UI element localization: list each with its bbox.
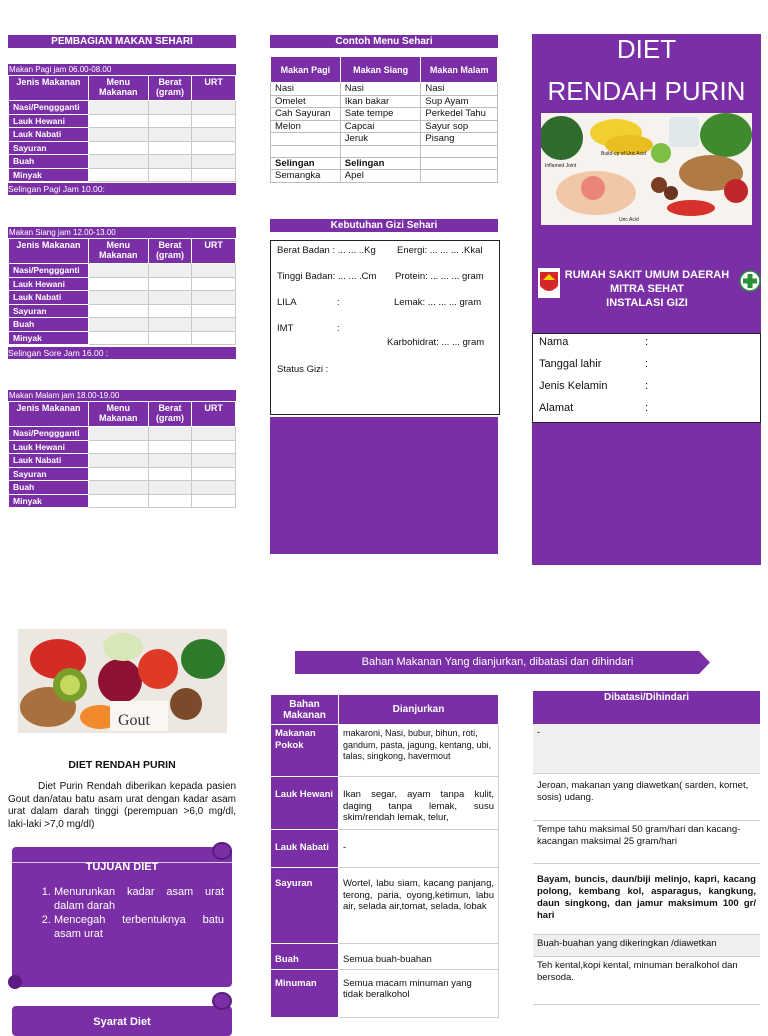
cover-food-image bbox=[541, 113, 752, 225]
imt-colon: : bbox=[337, 323, 340, 334]
pembagian-title: PEMBAGIAN MAKAN SEHARI bbox=[8, 35, 236, 48]
dibatasi-row: Tempe tahu maksimal 50 gram/hari dan kacang-kacangan maksimal 25 gram/hari bbox=[533, 821, 760, 864]
menu-cell: Perkedel Tahu bbox=[421, 108, 498, 121]
row-label: Lauk Hewani bbox=[9, 440, 89, 454]
hospital-name bbox=[556, 268, 738, 310]
row-label: Nasi/Penggganti bbox=[9, 264, 89, 278]
malam-table bbox=[8, 401, 236, 508]
berat-field: Berat Badan : ... ... ..Kg bbox=[277, 245, 376, 256]
field-jenis-kelamin: Jenis Kelamin bbox=[539, 380, 608, 392]
col-jenis: Jenis Makanan bbox=[9, 76, 89, 101]
menu-cell: Apel bbox=[340, 170, 421, 183]
label-inflamed: Inflamed Joint bbox=[545, 163, 577, 169]
label-uric: Uric Acid bbox=[619, 217, 639, 223]
siang-table bbox=[8, 238, 236, 345]
field-nama: Nama bbox=[539, 336, 569, 348]
col-menu: Menu Makanan bbox=[88, 402, 148, 427]
menu-cell: Sate tempe bbox=[340, 108, 421, 121]
menu-cell: Sayur sop bbox=[421, 120, 498, 133]
contoh-menu-title: Contoh Menu Sehari bbox=[270, 35, 498, 48]
field-alamat: Alamat bbox=[539, 402, 574, 414]
menu-cell bbox=[421, 170, 498, 183]
gout-food-image bbox=[18, 629, 227, 733]
col-pagi: Makan Pagi bbox=[271, 57, 341, 83]
bahan-anjur: - bbox=[339, 830, 499, 868]
menu-cell: Ikan bakar bbox=[340, 95, 421, 108]
colon: : bbox=[645, 402, 649, 414]
cover-title-line1: DIET bbox=[616, 34, 677, 64]
bahan-anjur: makaroni, Nasi, bubur, bihun, roti, gandum, pasta, jagung, kentang, ubi, talas, singkong, havermout bbox=[339, 725, 499, 777]
syarat-title: Syarat Diet bbox=[93, 1016, 151, 1028]
bahan-anjur: Semua macam minuman yang tidak beralkohol bbox=[339, 969, 499, 1017]
status-field: Status Gizi : bbox=[277, 364, 329, 375]
tujuan-list bbox=[54, 885, 224, 941]
col-bahan: Bahan Makanan bbox=[271, 695, 339, 725]
pagi-table bbox=[8, 75, 236, 182]
pagi-caption: Makan Pagi jam 06.00-08.00 bbox=[8, 64, 236, 75]
bahan-table bbox=[270, 694, 499, 1018]
row-label: Lauk Hewani bbox=[9, 277, 89, 291]
row-label: Sayuran bbox=[9, 467, 89, 481]
hospital-line1: RUMAH SAKIT UMUM DAERAH bbox=[564, 269, 730, 281]
menu-cell bbox=[271, 133, 341, 146]
row-label: Nasi/Penggganti bbox=[9, 101, 89, 115]
lila-colon: : bbox=[337, 297, 340, 308]
dibatasi-row: - bbox=[533, 724, 760, 774]
colon: : bbox=[645, 336, 649, 348]
label-buildup: Build-up of Uric Acid bbox=[601, 151, 647, 157]
imt-label: IMT bbox=[277, 323, 294, 334]
menu-cell: Omelet bbox=[271, 95, 341, 108]
row-label: Buah bbox=[9, 318, 89, 332]
tujuan-scroll bbox=[12, 847, 232, 987]
menu-cell bbox=[421, 157, 498, 170]
bahan-cat: Buah bbox=[271, 944, 339, 970]
syarat-scroll bbox=[12, 1006, 232, 1036]
col-malam: Makan Malam bbox=[421, 57, 498, 83]
hospital-line3: INSTALASI GIZI bbox=[606, 297, 688, 309]
col-dianjurkan: Dianjurkan bbox=[339, 695, 499, 725]
patient-id-box bbox=[532, 333, 761, 423]
menu-cell: Capcai bbox=[340, 120, 421, 133]
intro-paragraph: Diet Purin Rendah diberikan kepada pasien Gout dan/atau batu asam urat dengan kadar asam urat dalam darah tinggi (perempuan >6,0 mg/dl, laki-laki >7,0 mg/dl) bbox=[8, 781, 236, 830]
row-label: Nasi/Penggganti bbox=[9, 427, 89, 441]
dibatasi-column bbox=[533, 691, 760, 1005]
protein-field: Protein: ... ... ... gram bbox=[395, 271, 484, 282]
row-label: Minyak bbox=[9, 168, 89, 182]
menu-cell: Selingan bbox=[340, 157, 421, 170]
dibatasi-row: Buah-buahan yang dikeringkan /diawetkan bbox=[533, 935, 760, 957]
menu-cell: Cah Sayuran bbox=[271, 108, 341, 121]
malam-caption: Makan Malam jam 18.00-19.00 bbox=[8, 390, 236, 401]
bahan-cat: Sayuran bbox=[271, 868, 339, 944]
row-label: Minyak bbox=[9, 494, 89, 508]
hospital-logo-right bbox=[739, 270, 761, 292]
kebutuhan-title: Kebutuhan Gizi Sehari bbox=[270, 219, 498, 232]
row-label: Lauk Nabati bbox=[9, 291, 89, 305]
gout-label: Gout bbox=[118, 712, 150, 729]
bahan-anjur: Wortel, labu siam, kacang panjang, terong, paria, oyong,ketimun, labu air, selada air,tomat, selada, lobak bbox=[339, 868, 499, 944]
row-label: Sayuran bbox=[9, 304, 89, 318]
menu-cell bbox=[340, 145, 421, 157]
field-tanggal-lahir: Tanggal lahir bbox=[539, 358, 602, 370]
scroll-curl-icon bbox=[8, 975, 22, 989]
row-label: Lauk Hewani bbox=[9, 114, 89, 128]
tujuan-item: 2. Mencegah terbentuknya batu asam urat bbox=[54, 913, 224, 941]
bahan-anjur: Semua buah-buahan bbox=[339, 944, 499, 970]
menu-cell: Semangka bbox=[271, 170, 341, 183]
col-berat: Berat (gram) bbox=[148, 76, 192, 101]
purple-panel bbox=[270, 417, 498, 554]
row-label: Buah bbox=[9, 155, 89, 169]
lila-label: LILA bbox=[277, 297, 297, 308]
row-label: Lauk Nabati bbox=[9, 128, 89, 142]
col-urt: URT bbox=[192, 76, 236, 101]
dibatasi-row: Bayam, buncis, daun/biji melinjo, kapri, kacang polong, kembang kol, asparagus, kangkung, daun singkong, dan jamur maksimum 100 gr/ hari bbox=[533, 864, 760, 935]
col-berat: Berat (gram) bbox=[148, 239, 192, 264]
col-menu: Menu Makanan bbox=[88, 76, 148, 101]
col-siang: Makan Siang bbox=[340, 57, 421, 83]
menu-cell: Melon bbox=[271, 120, 341, 133]
intro-heading: DIET RENDAH PURIN bbox=[68, 759, 176, 771]
kebutuhan-box bbox=[270, 240, 500, 415]
bahan-anjur: Ikan segar, ayam tanpa kulit, daging tanpa lemak, susu skim/rendah lemak, telur, bbox=[339, 777, 499, 830]
row-label: Buah bbox=[9, 481, 89, 495]
scroll-curl-icon bbox=[212, 842, 232, 860]
tujuan-title: TUJUAN DIET bbox=[85, 861, 159, 873]
menu-cell: Pisang bbox=[421, 133, 498, 146]
pagi-selingan: Selingan Pagi Jam 10.00: bbox=[8, 183, 236, 195]
bahan-cat: Lauk Nabati bbox=[271, 830, 339, 868]
row-label: Sayuran bbox=[9, 141, 89, 155]
tujuan-item: 1. Menurunkan kadar asam urat dalam darah bbox=[54, 885, 224, 913]
row-label: Minyak bbox=[9, 331, 89, 345]
dibatasi-row: Jeroan, makanan yang diawetkan( sarden, kornet, sosis) udang. bbox=[533, 774, 760, 821]
lemak-field: Lemak: ... ... ... gram bbox=[394, 297, 482, 308]
karbo-field: Karbohidrat: ... ... gram bbox=[387, 337, 485, 348]
row-label: Lauk Nabati bbox=[9, 454, 89, 468]
col-berat: Berat (gram) bbox=[148, 402, 192, 427]
menu-cell: Sup Ayam bbox=[421, 95, 498, 108]
col-dibatasi: Dibatasi/Dihindari bbox=[533, 691, 760, 724]
menu-cell: Nasi bbox=[421, 83, 498, 96]
menu-cell: Nasi bbox=[340, 83, 421, 96]
contoh-menu-table bbox=[270, 56, 498, 183]
bahan-cat: Minuman bbox=[271, 969, 339, 1017]
energi-field: Energi: ... ... ... .Kkal bbox=[397, 245, 483, 256]
menu-cell: Jeruk bbox=[340, 133, 421, 146]
scroll-curl-icon bbox=[212, 992, 232, 1010]
bahan-cat: Lauk Hewani bbox=[271, 777, 339, 830]
bahan-cat: Makanan Pokok bbox=[271, 725, 339, 777]
colon: : bbox=[645, 358, 649, 370]
bahan-banner: Bahan Makanan Yang dianjurkan, dibatasi dan dihindari bbox=[361, 656, 634, 668]
col-jenis: Jenis Makanan bbox=[9, 239, 89, 264]
cover-title bbox=[532, 34, 761, 106]
col-menu: Menu Makanan bbox=[88, 239, 148, 264]
hospital-line2: MITRA SEHAT bbox=[610, 283, 684, 295]
menu-cell bbox=[421, 145, 498, 157]
dibatasi-row: Teh kental,kopi kental, minuman beralkohol dan bersoda. bbox=[533, 957, 760, 1005]
cover-title-line2: RENDAH PURIN bbox=[547, 76, 746, 106]
siang-selingan: Selingan Sore Jam 16.00 : bbox=[8, 347, 236, 359]
col-urt: URT bbox=[192, 239, 236, 264]
menu-cell bbox=[271, 145, 341, 157]
col-jenis: Jenis Makanan bbox=[9, 402, 89, 427]
col-urt: URT bbox=[192, 402, 236, 427]
siang-caption: Makan Siang jam 12.00-13.00 bbox=[8, 227, 236, 238]
menu-cell: Nasi bbox=[271, 83, 341, 96]
tinggi-field: Tinggi Badan: ... ... .Cm bbox=[277, 271, 377, 282]
colon: : bbox=[645, 380, 649, 392]
menu-cell: Selingan bbox=[271, 157, 341, 170]
